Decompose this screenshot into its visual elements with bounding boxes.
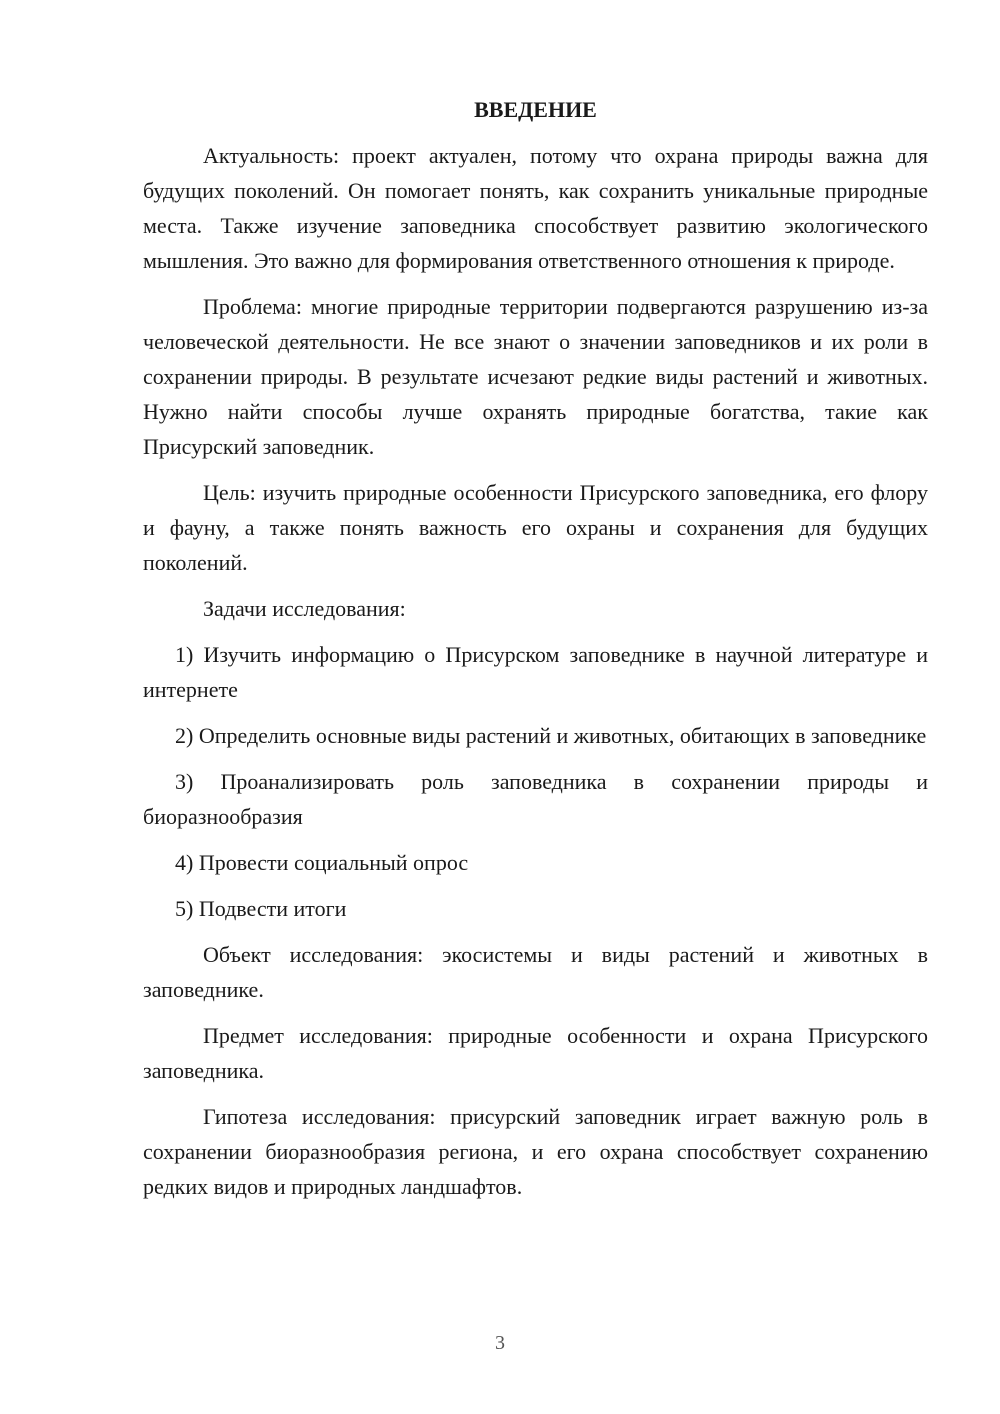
list-item: 1) Изучить информацию о Присурском заповеднике в научной литературе и интернете (143, 642, 928, 702)
paragraph-goal: Цель: изучить природные особенности Присурского заповедника, его флору и фауну, а также понять важность его охраны и сохранения для будущих поколений. (143, 480, 928, 575)
paragraph-problem: Проблема: многие природные территории подвергаются разрушению из-за человеческой деятельности. Не все знают о значении заповедников и их роли в сохранении природы. В результате исчезают редкие виды растений и животных. Нужно найти способы лучше охранять природные богатства, такие как Присурский заповедник. (143, 294, 928, 459)
list-item: 5) Подвести итоги (175, 896, 347, 921)
paragraph-relevance: Актуальность: проект актуален, потому что охрана природы важна для будущих поколений. Он помогает понять, как сохранить уникальные природные места. Также изучение заповедника способствует развитию экологического мышления. Это важно для формирования ответственного отношения к природе. (143, 143, 928, 273)
paragraph-tasks-heading: Задачи исследования: (203, 596, 406, 621)
paragraph-object: Объект исследования: экосистемы и виды растений и животных в заповеднике. (143, 942, 928, 1002)
paragraph-hypothesis: Гипотеза исследования: присурский заповедник играет важную роль в сохранении биоразнообразия региона, и его охрана способствует сохранению редких видов и природных ландшафтов. (143, 1104, 928, 1199)
list-item: 4) Провести социальный опрос (175, 850, 469, 875)
page-title: ВВЕДЕНИЕ (474, 97, 597, 122)
list-item: 2) Определить основные виды растений и животных, обитающих в заповеднике (175, 723, 927, 748)
document-page (143, 92, 928, 1215)
page-number: 3 (495, 1332, 505, 1354)
paragraph-subject: Предмет исследования: природные особенности и охрана Присурского заповедника. (143, 1023, 928, 1083)
list-item: 3) Проанализировать роль заповедника в сохранении природы и биоразнообразия (143, 769, 928, 829)
